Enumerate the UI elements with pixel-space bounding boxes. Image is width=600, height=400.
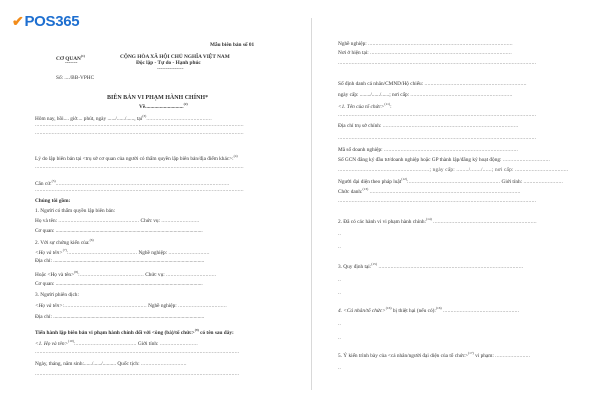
line-name-position: Họ và tên: ..................................................... Chức vụ: ......................... — [35, 218, 200, 224]
line-damaged-party: 4. <Cá nhân/tổ chức>$^{(16)}$ bị thiệt hại (nếu có):$^{(16)}$ .................................................. — [338, 306, 520, 314]
line-blank-r8: .. — [338, 290, 342, 296]
line-blank-3: ......................................................................................................................................... — [35, 164, 244, 170]
line-blank-1: ......................................................................................................................................... — [35, 122, 244, 128]
page-divider — [311, 18, 312, 390]
line-violation-intro: Tiến hành lập biên bản vi phạm hành chính đối với <ông (bà)/tổ chức>$^{(9)}$ có tên sau đây: — [35, 328, 234, 336]
line-legal-rep: Người đại diện theo pháp luật$^{(12)}$:............................................................ Giới tính: .......................... — [338, 177, 564, 185]
line-blank-4: ......................................................................................................................................... — [35, 187, 244, 193]
line-blank-r6: .. — [338, 244, 342, 250]
line-blank-r4: .................................................................................................................................. — [338, 198, 537, 204]
line-interpreter-name: <Họ và tên>:...................................................... Nghề nghiệp: ................................ — [35, 303, 227, 309]
section-participants: Chúng tôi gồm: — [35, 198, 71, 204]
line-blank-r2: .................................................................................................................................. — [338, 112, 537, 118]
line-position: Chức danh:$^{(13)}$ ................................................................................................... — [338, 187, 521, 195]
line-witness-address: Địa chỉ: .................................................................................................................. — [35, 258, 205, 264]
line-blank-r3: .................................................................................................................................. — [338, 135, 537, 141]
line-blank-r1: .................................................................................................................................. — [338, 60, 537, 66]
line-witness: 2. Với sự chứng kiến của:$^{(6)}$ — [35, 238, 94, 246]
line-birth-nationality: Ngày, tháng, năm sinh:....../....../.......... Quốc tịch: .............................. — [35, 361, 187, 367]
line-blank-r11: .. — [338, 365, 342, 371]
line-blank-r5: .. — [338, 231, 342, 237]
line-authority: 1. Người có thẩm quyền lập biên bản: — [35, 208, 116, 214]
document-number: Số: ..../BB-VPHC — [56, 75, 95, 81]
line-residence: Nơi ở hiện tại: ............................................................................................. — [338, 50, 512, 56]
line-occupation: Nghề nghiệp: ............................................................................................... — [338, 41, 513, 47]
line-agency: Cơ quan: ............................................................................................................... — [35, 228, 203, 234]
nation-name: CỘNG HÒA XÃ HỘI CHỦ NGHĨA VIỆT NAM — [120, 54, 230, 60]
line-blank-r7: .. — [338, 277, 342, 283]
line-statement: 5. Ý kiến trình bày của <cá nhân/người đại diện của tổ chức>$^{(17)}$ vi phạm: ....................... — [338, 351, 531, 359]
logo-text: POS365 — [24, 13, 80, 30]
line-id-issue: ngày cấp: ......../....../......; nơi cấp: ................................................................... — [338, 92, 513, 98]
line-interpreter: 3. Người phiên dịch: — [35, 292, 79, 298]
line-violator-name: <1. Họ và tên>$^{(10)}$:........................................ Giới tính: ......................... — [35, 339, 198, 347]
line-or-name: Hoặc <Họ và tên>$^{(8)}$:.......................................... Chức vụ: ................................. — [35, 270, 217, 278]
line-regulated-at: 3. Quy định tại:$^{(15)}$ ............................................................................................... — [338, 262, 524, 270]
line-registration: Số GCN đăng ký đầu tư/doanh nghiệp hoặc GP thành lập/đăng ký hoạt động: ............................... — [338, 157, 551, 163]
check-mark-icon: ✔ — [12, 13, 24, 29]
line-blank-r9: .. — [338, 321, 342, 327]
document-subject: Về.............................$^{(2)}$ — [139, 102, 188, 110]
line-org-name: <1. Tên của tổ chức>$^{(11)}$: — [338, 102, 392, 110]
line-id-number: Số định danh cá nhân/CMND/Hộ chiếu: ................................................................... — [338, 81, 527, 87]
line-blank-2: ......................................................................................................................................... — [35, 130, 244, 136]
line-interpreter-address: Địa chỉ: .................................................................................................................. — [35, 314, 205, 320]
line-headquarters: Địa chỉ trụ sở chính: ......................................................................................... — [338, 123, 519, 129]
document-title: BIÊN BẢN VI PHẠM HÀNH CHÍNH* — [107, 95, 209, 101]
line-blank-5: ...................................................................................................................................... — [35, 349, 240, 355]
line-witness-name: <Họ và tên>$^{(7)}$:............................................. Nghề nghiệp: ........................... — [35, 248, 210, 256]
line-blank-r10: .. — [338, 335, 342, 341]
line-violations: 2. Đã có các hành vi vi phạm hành chính:$^{(14)}$ .................................................................... — [338, 217, 537, 225]
line-tax-code: Mã số doanh nghiệp: ........................................................................................ — [338, 147, 519, 153]
line-or-agency: Cơ quan: ............................................................................................................... — [35, 281, 203, 287]
agency-underline: ------- — [65, 60, 78, 66]
line-registration-issue: ............................................................; ngày cấp: ......../......./......; nơi cấp: ................................... — [338, 167, 569, 173]
line-blank-6: ...................................................................................................................................... — [35, 371, 240, 377]
line-basis: Căn cứ:$^{(5)}$.................................................................................................................. — [35, 179, 230, 187]
motto: Độc lập - Tự do - Hạnh phúc — [136, 60, 201, 66]
line-reason: Lý do lập biên bản tại <trụ sở cơ quan của người có thẩm quyền lập biên bản/địa điểm khác>:$^{(4)}$ — [35, 154, 238, 162]
pos365-logo — [12, 13, 79, 30]
motto-underline: --------------- — [157, 66, 184, 72]
form-number: Mẫu biên bản số 01 — [210, 42, 255, 48]
line-time-place: Hôm nay, hồi.... giờ.... phút, ngày ....../....../......, tại$^{(3)}$........................................... — [35, 114, 212, 122]
agency-label: CƠ QUAN$^{(1)}$ — [56, 54, 85, 62]
